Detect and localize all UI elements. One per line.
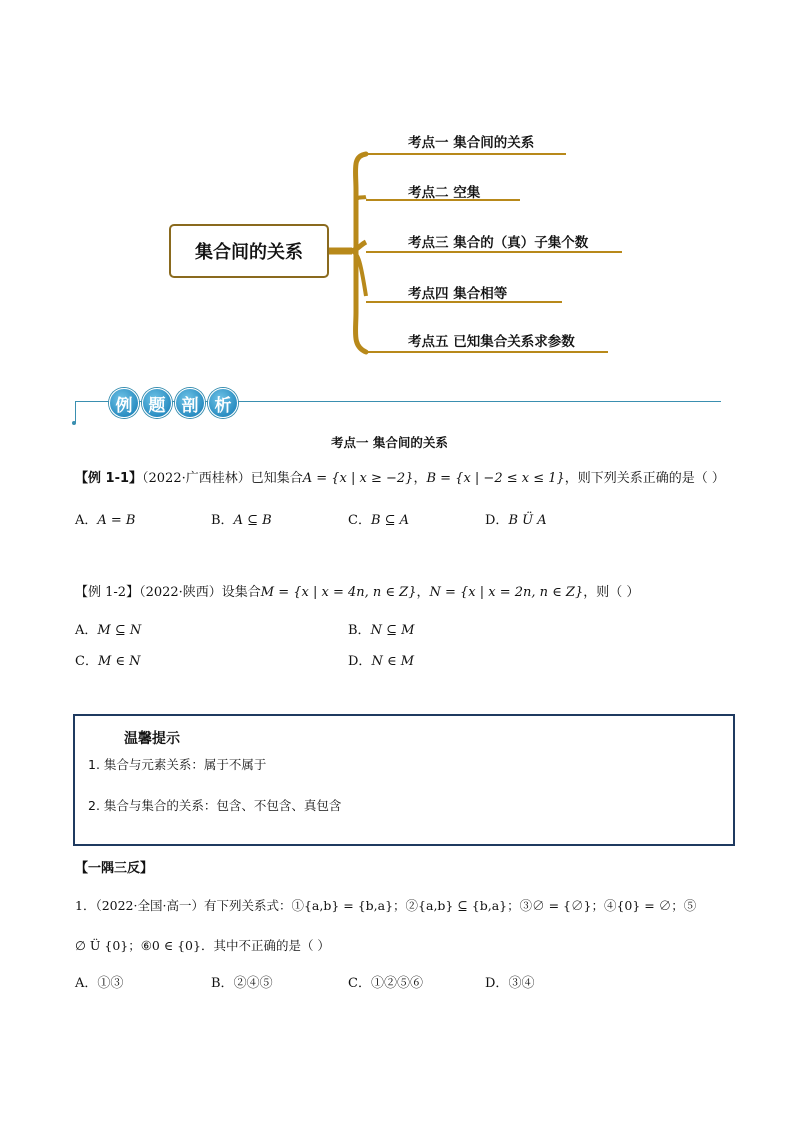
example-2-set-n: N = {x | x = 2n, n ∈ Z} [429,585,584,600]
example-2-prompt: ，则（ ） [583,585,640,600]
example-1-source: （2022·广西桂林）已知集合 [142,471,303,486]
option-letter: C． [348,976,371,991]
option-letter: B． [348,623,371,638]
practice-q1-line1: 1．（2022·全国·高一）有下列关系式：①{a,b} = {b,a}；②{a,b} ⊆ {b,a}；③∅ = {∅}；④{0} = ∅；⑤ [75,898,697,913]
option-letter: A． [75,623,98,638]
example-2-option-d [348,653,414,671]
section-title: 考点一 集合间的关系 [331,435,448,450]
option-expr: ③④ [508,976,535,991]
tips-item-2: 2. 集合与集合的关系：包含、不包含、真包含 [88,798,342,813]
banner-tick [75,401,76,423]
tips-item-1: 1. 集合与元素关系：属于不属于 [88,757,267,772]
example-2-option-b [348,622,414,640]
banner-char-1: 例 [109,388,139,418]
example-1-option-a [75,512,136,530]
option-expr: N ⊆ M [370,623,415,638]
option-expr: B ⊆ A [370,513,410,528]
example-1-comma: ， [413,471,427,486]
banner-char-3: 剖 [175,388,205,418]
option-expr: ①②⑤⑥ [370,976,423,991]
option-expr: M ⊆ N [97,623,142,638]
practice-option-a [75,975,123,993]
example-2-tag: 【例 1-2】 [75,585,140,600]
practice-heading: 【一隅三反】 [75,861,154,876]
example-1-prompt: ，则下列关系正确的是（ ） [564,471,725,486]
example-1-set-b: B = {x | −2 ≤ x ≤ 1} [426,471,565,486]
option-letter: B． [211,976,234,991]
example-1-option-c [348,512,409,530]
example-2-option-c [75,653,141,671]
option-expr: M ∈ N [97,654,141,669]
example-2-question [75,584,639,602]
mindmap-branch-2: 考点二 空集 [408,185,481,201]
mindmap-branch-1: 考点一 集合间的关系 [408,135,535,151]
example-2-comma: ， [416,585,430,600]
practice-option-d [485,975,534,993]
option-letter: D． [485,976,509,991]
mindmap-root-label: 集合间的关系 [195,242,303,263]
option-letter: C． [75,654,98,669]
mindmap-branch-3: 考点三 集合的（真）子集个数 [408,235,589,251]
example-2-source: （2022·陕西）设集合 [139,585,261,600]
example-1-question [75,470,725,488]
option-letter: A． [75,976,98,991]
option-letter: A． [75,513,98,528]
option-expr: N ∈ M [371,654,415,669]
banner-dot [72,421,76,425]
mindmap-connectors [0,0,794,400]
option-expr: A ⊆ B [233,513,272,528]
option-expr: ②④⑤ [233,976,273,991]
banner-char-4: 析 [208,388,238,418]
example-1-set-a: A = {x | x ≥ −2} [302,471,414,486]
option-expr: ①③ [97,976,124,991]
option-letter: D． [485,513,509,528]
tips-title: 温馨提示 [124,731,180,747]
option-letter: D． [348,654,372,669]
practice-option-b [211,975,273,993]
banner-char-2: 题 [142,388,172,418]
option-expr: B Ü A [508,513,547,528]
example-1-option-d [485,512,547,530]
example-1-tag: 【例 1-1】 [75,471,143,486]
mindmap-branch-4: 考点四 集合相等 [408,286,508,302]
example-2-set-m: M = {x | x = 4n, n ∈ Z} [260,585,417,600]
practice-option-c [348,975,423,993]
mindmap-branch-5: 考点五 已知集合关系求参数 [408,334,575,350]
option-expr: A = B [97,513,136,528]
example-2-option-a [75,622,141,640]
mindmap-root [169,224,329,278]
option-letter: C． [348,513,371,528]
example-1-option-b [211,512,272,530]
option-letter: B． [211,513,234,528]
practice-q1-line2: ∅ Ü {0}；⑥0 ∈ {0}．其中不正确的是（ ） [75,938,330,953]
